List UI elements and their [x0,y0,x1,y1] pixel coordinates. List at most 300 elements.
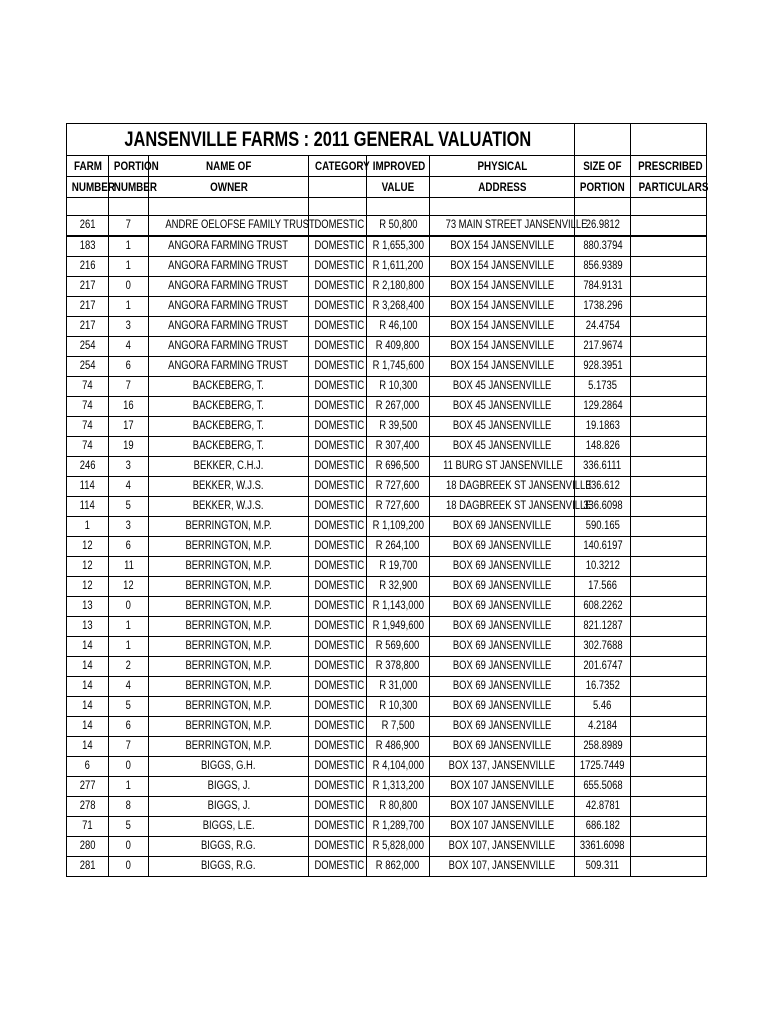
portion-size-cell [575,617,631,637]
category-cell-text: DOMESTIC [314,820,365,832]
portion-number-cell-text: 3 [125,460,132,472]
header-category [309,177,367,198]
farm-number-cell-text: 14 [82,740,93,752]
physical-address-cell [430,857,575,877]
farm-number-cell-text: 14 [82,700,93,712]
prescribed-particulars-cell [631,617,707,637]
portion-size-cell-text: 16.7352 [585,680,620,692]
portion-size-cell-text: 148.826 [585,440,620,452]
owner-name-cell [149,477,309,497]
physical-address-cell-text: BOX 154 JANSENVILLE [450,240,554,252]
portion-size-cell [575,417,631,437]
farm-number-cell-text: 217 [79,280,96,292]
farm-number-cell-text: 261 [79,219,96,231]
portion-number-cell-text: 1 [125,300,132,312]
improved-value-cell [367,817,430,837]
farm-number-cell-text: 254 [79,360,96,372]
category-cell-text: DOMESTIC [314,420,365,432]
valuation-sheet [66,123,709,877]
category-cell [309,397,367,417]
physical-address-cell [430,377,575,397]
prescribed-particulars-cell [631,557,707,577]
prescribed-particulars-cell [631,597,707,617]
physical-address-cell-text: BOX 154 JANSENVILLE [450,340,554,352]
table-row [67,377,707,397]
improved-value-cell [367,417,430,437]
physical-address-cell-text: 73 MAIN STREET JANSENVILLE [445,219,588,231]
physical-address-cell [430,617,575,637]
portion-number-cell [109,557,149,577]
category-cell-text: DOMESTIC [314,300,365,312]
physical-address-cell-text: BOX 154 JANSENVILLE [450,300,554,312]
owner-name-cell [149,657,309,677]
improved-value-cell [367,557,430,577]
owner-name-cell [149,617,309,637]
farm-number-cell-text: 13 [82,620,93,632]
physical-address-cell-text: BOX 69 JANSENVILLE [452,560,552,572]
portion-size-cell [575,577,631,597]
portion-number-cell-text: 6 [125,360,132,372]
physical-address-cell [430,637,575,657]
portion-number-cell [109,477,149,497]
portion-number-cell-text: 7 [125,219,132,231]
category-cell [309,377,367,397]
physical-address-cell-text: BOX 69 JANSENVILLE [452,580,552,592]
improved-value-cell-text: R 80,800 [378,800,418,812]
farm-number-cell [67,517,109,537]
table-row [67,637,707,657]
farm-number-cell-text: 12 [82,540,93,552]
owner-name-cell-text: ANGORA FARMING TRUST [168,260,289,272]
owner-name-cell [149,537,309,557]
farm-number-cell-text: 14 [82,660,93,672]
physical-address-cell [430,717,575,737]
blank-cell [575,198,631,216]
category-cell-text: DOMESTIC [314,240,365,252]
category-cell [309,337,367,357]
improved-value-cell-text: R 19,700 [378,560,418,572]
farm-number-cell [67,216,109,237]
prescribed-particulars-cell [631,477,707,497]
header-owner-name-text: OWNER [209,180,248,194]
prescribed-particulars-cell [631,797,707,817]
farm-number-cell [67,797,109,817]
portion-number-cell-text: 1 [125,260,132,272]
title-empty-cell [575,124,631,156]
farm-number-cell-text: 217 [79,300,96,312]
improved-value-cell [367,216,430,237]
portion-number-cell-text: 4 [125,480,132,492]
blank-cell [631,198,707,216]
portion-number-cell [109,597,149,617]
farm-number-cell [67,257,109,277]
physical-address-cell [430,557,575,577]
physical-address-cell-text: BOX 154 JANSENVILLE [450,320,554,332]
portion-number-cell [109,777,149,797]
improved-value-cell-text: R 4,104,000 [372,760,425,772]
farm-number-cell [67,857,109,877]
owner-name-cell-text: BERRINGTON, M.P. [185,520,272,532]
portion-size-cell [575,717,631,737]
owner-name-cell [149,497,309,517]
portion-number-cell-text: 4 [125,680,132,692]
portion-number-cell [109,757,149,777]
prescribed-particulars-cell [631,737,707,757]
category-cell [309,797,367,817]
improved-value-cell-text: R 378,800 [376,660,420,672]
portion-size-cell [575,677,631,697]
portion-number-cell [109,357,149,377]
category-cell [309,236,367,257]
physical-address-cell-text: BOX 107 JANSENVILLE [450,780,554,792]
improved-value-cell [367,797,430,817]
portion-size-cell-text: 856.9389 [582,260,623,272]
physical-address-cell [430,297,575,317]
portion-number-cell-text: 3 [125,520,132,532]
farm-number-cell [67,637,109,657]
category-cell [309,777,367,797]
physical-address-cell [430,337,575,357]
table-row [67,417,707,437]
portion-number-cell-text: 19 [123,440,134,452]
farm-number-cell [67,297,109,317]
portion-size-cell [575,337,631,357]
farm-number-cell [67,437,109,457]
header-physical-address-text: PHYSICAL [477,159,527,173]
farm-number-cell [67,757,109,777]
owner-name-cell [149,257,309,277]
portion-number-cell [109,216,149,237]
physical-address-cell [430,236,575,257]
physical-address-cell [430,517,575,537]
owner-name-cell-text: ANGORA FARMING TRUST [168,360,289,372]
physical-address-cell-text: 11 BURG ST JANSENVILLE [443,460,563,472]
header-row-1 [67,156,707,177]
physical-address-cell-text: 18 DAGBREEK ST JANSENVILLE [445,480,592,492]
category-cell-text: DOMESTIC [314,680,365,692]
portion-size-cell [575,737,631,757]
prescribed-particulars-cell [631,837,707,857]
portion-size-cell-text: 655.5068 [582,780,623,792]
valuation-table [66,123,707,877]
table-row [67,236,707,257]
portion-size-cell [575,297,631,317]
physical-address-cell-text: BOX 69 JANSENVILLE [452,720,552,732]
farm-number-cell-text: 246 [79,460,96,472]
owner-name-cell-text: BERRINGTON, M.P. [185,740,272,752]
improved-value-cell-text: R 50,800 [378,219,418,231]
improved-value-cell-text: R 696,500 [376,460,420,472]
owner-name-cell [149,357,309,377]
portion-size-cell [575,357,631,377]
portion-size-cell-text: 821.1287 [582,620,623,632]
category-cell [309,537,367,557]
portion-size-cell-text: 4.2184 [588,720,617,732]
farm-number-cell-text: 6 [84,760,91,772]
improved-value-cell [367,457,430,477]
improved-value-cell [367,757,430,777]
category-cell-text: DOMESTIC [314,540,365,552]
physical-address-cell-text: BOX 69 JANSENVILLE [452,540,552,552]
improved-value-cell [367,317,430,337]
physical-address-cell-text: BOX 154 JANSENVILLE [450,260,554,272]
physical-address-cell [430,737,575,757]
portion-number-cell-text: 5 [125,700,132,712]
improved-value-cell [367,837,430,857]
portion-number-cell [109,857,149,877]
physical-address-cell [430,797,575,817]
physical-address-cell [430,537,575,557]
physical-address-cell [430,437,575,457]
portion-size-cell [575,797,631,817]
title-empty-cell [631,124,707,156]
improved-value-cell [367,337,430,357]
owner-name-cell [149,317,309,337]
portion-size-cell [575,257,631,277]
owner-name-cell [149,817,309,837]
header-farm-number-text: NUMBER [71,180,115,194]
portion-size-cell-text: 686.182 [585,820,620,832]
portion-size-cell-text: 19.1863 [585,420,620,432]
prescribed-particulars-cell [631,697,707,717]
prescribed-particulars-cell [631,657,707,677]
physical-address-cell [430,477,592,497]
improved-value-cell [367,437,430,457]
improved-value-cell [367,537,430,557]
portion-size-cell-text: 3361.6098 [580,840,625,852]
header-owner-name [149,177,309,198]
improved-value-cell-text: R 2,180,800 [372,280,425,292]
improved-value-cell-text: R 32,900 [378,580,418,592]
owner-name-cell-text: BERRINGTON, M.P. [185,560,272,572]
blank-cell [67,198,109,216]
category-cell [309,597,367,617]
category-cell [309,497,367,517]
improved-value-cell [367,717,430,737]
header-improved-value-text: VALUE [381,180,415,194]
physical-address-cell [430,417,575,437]
category-cell [309,277,367,297]
portion-size-cell-text: 336.6111 [583,460,622,472]
portion-number-cell [109,337,149,357]
physical-address-cell-text: BOX 45 JANSENVILLE [452,420,552,432]
physical-address-cell [430,457,575,477]
portion-number-cell [109,236,149,257]
category-cell [309,757,367,777]
physical-address-cell-text: BOX 69 JANSENVILLE [452,700,552,712]
physical-address-cell-text: BOX 69 JANSENVILLE [452,520,552,532]
farm-number-cell-text: 74 [82,440,93,452]
table-row [67,216,707,237]
portion-size-cell [575,457,631,477]
farm-number-cell-text: 280 [79,840,96,852]
category-cell-text: DOMESTIC [314,700,365,712]
portion-number-cell-text: 12 [123,580,134,592]
improved-value-cell [367,737,430,757]
portion-size-cell [575,857,631,877]
portion-number-cell-text: 7 [125,740,132,752]
physical-address-cell [430,677,575,697]
category-cell-text: DOMESTIC [314,360,365,372]
farm-number-cell-text: 114 [79,500,96,512]
portion-size-cell-text: 5.46 [593,700,612,712]
portion-size-cell [575,637,631,657]
farm-number-cell [67,397,109,417]
portion-size-cell-text: 258.8989 [582,740,623,752]
portion-number-cell [109,377,149,397]
category-cell-text: DOMESTIC [314,400,365,412]
prescribed-particulars-cell [631,457,707,477]
portion-number-cell-text: 0 [125,860,132,872]
category-cell-text: DOMESTIC [314,260,365,272]
owner-name-cell [149,857,309,877]
category-cell-text: DOMESTIC [314,560,365,572]
portion-number-cell [109,837,149,857]
physical-address-cell-text: BOX 107 JANSENVILLE [450,800,554,812]
page-title [67,124,575,156]
prescribed-particulars-cell [631,577,707,597]
portion-size-cell [575,837,631,857]
physical-address-cell [430,777,575,797]
category-cell [309,477,367,497]
improved-value-cell [367,637,430,657]
category-cell [309,257,367,277]
portion-size-cell [575,557,631,577]
category-cell-text: DOMESTIC [314,740,365,752]
header-portion-size [575,156,631,177]
improved-value-cell [367,697,430,717]
owner-name-cell [149,297,309,317]
category-cell [309,317,367,337]
owner-name-cell-text: BERRINGTON, M.P. [185,680,272,692]
category-cell-text: DOMESTIC [314,500,365,512]
owner-name-cell [149,277,309,297]
improved-value-cell-text: R 1,949,600 [372,620,425,632]
owner-name-cell [149,377,309,397]
improved-value-cell-text: R 486,900 [376,740,420,752]
improved-value-cell-text: R 10,300 [378,700,418,712]
improved-value-cell [367,397,430,417]
prescribed-particulars-cell [631,236,707,257]
owner-name-cell [149,697,309,717]
table-row [67,677,707,697]
farm-number-cell-text: 183 [79,240,96,252]
owner-name-cell [149,777,309,797]
header-category [309,156,370,177]
table-row [67,437,707,457]
portion-size-cell-text: 10.3212 [585,560,620,572]
farm-number-cell [67,777,109,797]
header-prescribed-particulars [631,156,707,177]
category-cell [309,557,367,577]
physical-address-cell-text: BOX 69 JANSENVILLE [452,660,552,672]
owner-name-cell-text: BACKEBERG, T. [192,380,265,392]
owner-name-cell [149,577,309,597]
portion-number-cell [109,817,149,837]
improved-value-cell [367,297,430,317]
portion-size-cell-text: 17.566 [588,580,617,592]
category-cell [309,297,367,317]
farm-number-cell-text: 74 [82,420,93,432]
farm-number-cell-text: 14 [82,720,93,732]
owner-name-cell-text: BACKEBERG, T. [192,420,265,432]
improved-value-cell-text: R 1,611,200 [372,260,424,272]
portion-number-cell-text: 4 [125,340,132,352]
improved-value-cell [367,657,430,677]
category-cell-text: DOMESTIC [314,640,365,652]
table-row [67,297,707,317]
category-cell-text: DOMESTIC [314,800,365,812]
table-row [67,717,707,737]
page-title-text: JANSENVILLE FARMS : 2011 GENERAL VALUATION [124,128,532,151]
table-row [67,557,707,577]
portion-number-cell [109,437,149,457]
portion-number-cell [109,277,149,297]
farm-number-cell-text: 281 [79,860,96,872]
blank-row [67,198,707,216]
farm-number-cell [67,817,109,837]
table-row [67,537,707,557]
prescribed-particulars-cell [631,857,707,877]
prescribed-particulars-cell [631,677,707,697]
portion-size-cell-text: 201.6747 [582,660,623,672]
improved-value-cell-text: R 1,143,000 [372,600,425,612]
prescribed-particulars-cell [631,317,707,337]
table-row [67,397,707,417]
owner-name-cell-text: BIGGS, R.G. [201,860,256,872]
category-cell [309,457,367,477]
table-row [67,777,707,797]
farm-number-cell-text: 216 [79,260,96,272]
portion-size-cell [575,697,631,717]
blank-cell [367,198,430,216]
portion-size-cell-text: 42.8781 [585,800,620,812]
prescribed-particulars-cell [631,757,707,777]
improved-value-cell [367,357,430,377]
physical-address-cell-text: BOX 69 JANSENVILLE [452,640,552,652]
category-cell [309,417,367,437]
portion-size-cell [575,757,631,777]
table-row [67,497,707,517]
header-improved-value [367,156,430,177]
portion-number-cell [109,697,149,717]
table-row [67,617,707,637]
prescribed-particulars-cell [631,817,707,837]
portion-size-cell-text: 880.3794 [582,240,623,252]
header-owner-name [149,156,309,177]
category-cell-text: DOMESTIC [314,460,365,472]
farm-number-cell [67,277,109,297]
table-row [67,597,707,617]
category-cell [309,357,367,377]
portion-number-cell-text: 6 [125,540,132,552]
portion-number-cell [109,297,149,317]
owner-name-cell-text: BERRINGTON, M.P. [185,600,272,612]
owner-name-cell-text: BERRINGTON, M.P. [185,700,272,712]
owner-name-cell-text: ANGORA FARMING TRUST [168,340,289,352]
prescribed-particulars-cell [631,717,707,737]
farm-number-cell-text: 71 [82,820,93,832]
owner-name-cell-text: BERRINGTON, M.P. [185,720,272,732]
table-row [67,357,707,377]
portion-size-cell [575,597,631,617]
improved-value-cell [367,597,430,617]
header-farm-number [67,156,109,177]
table-row [67,277,707,297]
header-portion-number [109,177,157,198]
owner-name-cell-text: BEKKER, W.J.S. [193,500,264,512]
improved-value-cell [367,277,430,297]
